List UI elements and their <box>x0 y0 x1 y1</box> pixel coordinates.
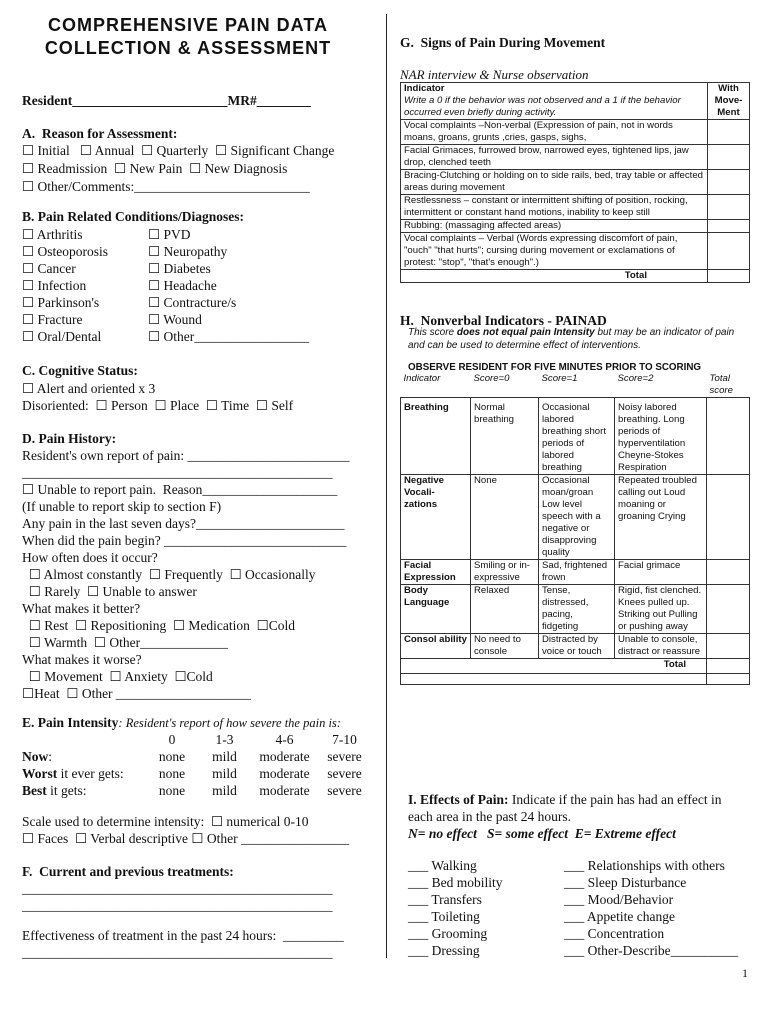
table-row <box>401 220 750 233</box>
section-d-heading: D. Pain History: <box>22 431 117 446</box>
section-g-subheading: NAR interview & Nurse observation <box>400 67 589 82</box>
indicator-cell: Restlessness – constant or intermittent shifting of position, rocking, intermittent or constant hand motions, inability to keep still <box>401 195 708 220</box>
effect-item[interactable]: ___ Grooming <box>408 926 488 941</box>
effect-item[interactable]: ___ Other-Describe__________ <box>564 943 739 958</box>
table-row <box>401 120 750 145</box>
header-score-0: Score=0 <box>471 373 539 398</box>
observe-instruction: OBSERVE RESIDENT FOR FIVE MINUTES PRIOR TO SCORING <box>408 362 702 373</box>
condition-item[interactable]: ☐ Osteoporosis <box>22 244 108 259</box>
blank-cell <box>401 674 707 685</box>
table-row <box>401 475 750 560</box>
effects-intro <box>408 791 748 825</box>
pain-history-line[interactable]: ☐ Almost constantly ☐ Frequently ☐ Occasionally <box>22 567 316 582</box>
row-label-suffix: it gets: <box>46 783 87 798</box>
table-row <box>401 560 750 585</box>
note-emphasis: does not equal pain Intensity <box>456 327 595 338</box>
disoriented-options[interactable]: Disoriented: ☐ Person ☐ Place ☐ Time ☐ Self <box>22 398 294 413</box>
condition-item[interactable]: ☐ Wound <box>148 312 202 327</box>
painad-table <box>400 373 750 685</box>
effectiveness-line[interactable]: ______________________________________________ <box>22 945 333 960</box>
total-score-cell[interactable] <box>707 634 750 659</box>
option-severe[interactable]: severe <box>327 783 362 798</box>
table-row <box>401 634 750 659</box>
effect-item[interactable]: ___ Mood/Behavior <box>564 892 674 907</box>
effect-item[interactable]: ___ Relationships with others <box>564 858 725 873</box>
pain-history-line[interactable]: ______________________________________________ <box>22 465 333 480</box>
page-number: 1 <box>742 966 748 980</box>
pain-history-line[interactable]: ☐ Warmth ☐ Other_____________ <box>22 635 228 650</box>
option-severe[interactable]: severe <box>327 749 362 764</box>
score-0-cell: Relaxed <box>471 585 539 634</box>
indicator-cell: Facial Expression <box>401 560 471 585</box>
indicator-cell: Vocal complaints – Verbal (Words expressing discomfort of pain, "ouch" "that hurts"; cursing during movement or exclamations of protest: "stop", "that's enough".) <box>401 233 708 270</box>
pain-history-line[interactable]: Any pain in the last seven days?______________________ <box>22 516 345 531</box>
option-moderate[interactable]: moderate <box>259 749 310 764</box>
indicator-cell: Body Language <box>401 585 471 634</box>
table-header-row <box>401 83 750 120</box>
indicator-cell: Bracing-Clutching or holding on to side rails, bed, tray table or affected areas during movement <box>401 170 708 195</box>
pain-history-line: What makes it better? <box>22 601 141 616</box>
total-cell[interactable] <box>708 270 750 283</box>
intensity-row-worst <box>22 765 372 782</box>
indicator-cell: Vocal complaints –Non-verbal (Expression of pain, not in words moans, groans, grunts ,cries, gasps, sighs, <box>401 120 708 145</box>
option-mild[interactable]: mild <box>212 783 237 798</box>
indicator-cell: Negative Vocali-zations <box>401 475 471 560</box>
reason-options-1[interactable]: ☐ Initial ☐ Annual ☐ Quarterly ☐ Significant Change <box>22 143 335 158</box>
row-label: Now <box>22 749 49 764</box>
treatment-line-2[interactable]: ______________________________________________ <box>22 898 333 913</box>
section-b-heading: B. Pain Related Conditions/Diagnoses: <box>22 209 245 224</box>
score-cell[interactable] <box>708 145 750 170</box>
pain-history-block <box>22 447 350 702</box>
section-e-heading: E. Pain Intensity <box>22 715 119 730</box>
form-title <box>20 14 356 60</box>
score-cell[interactable] <box>708 120 750 145</box>
condition-item[interactable]: ☐ Headache <box>148 278 217 293</box>
effect-item[interactable]: ___ Toileting <box>408 909 480 924</box>
treatment-line-1[interactable]: ______________________________________________ <box>22 881 333 896</box>
scale-4-6: 4-6 <box>275 732 294 747</box>
section-e-subheading: : Resident's report of how severe the pain is: <box>118 716 341 730</box>
score-1-cell: Sad, frightened frown <box>539 560 615 585</box>
table-row <box>401 170 750 195</box>
score-0-cell: Smiling or in-expressive <box>471 560 539 585</box>
section-i-text: Indicate if the pain has had an effect in each area in the past 24 hours. <box>408 792 722 824</box>
score-2-cell: Noisy labored breathing. Long periods of hyperventilation Cheyne-Stokes Respiration <box>615 398 707 475</box>
option-none[interactable]: none <box>158 749 186 764</box>
condition-item[interactable]: ☐ Oral/Dental <box>22 329 102 344</box>
blank-cell <box>707 674 750 685</box>
condition-item[interactable]: ☐ Parkinson's <box>22 295 100 310</box>
effect-item[interactable]: ___ Walking <box>408 858 477 873</box>
total-row <box>401 270 750 283</box>
score-2-cell: Unable to console, distract or reassure <box>615 634 707 659</box>
indicator-cell: Facial Grimaces, furrowed brow, narrowed eyes, tightened lips, jaw drop, clenched teeth <box>401 145 708 170</box>
section-f-heading: F. Current and previous treatments: <box>22 864 234 879</box>
painad-note <box>408 326 750 352</box>
with-movement-header: With Move-Ment <box>708 83 750 120</box>
table-row <box>401 233 750 270</box>
intensity-row-best <box>22 782 372 799</box>
total-label: Total <box>401 659 707 674</box>
score-0-cell: None <box>471 475 539 560</box>
effect-item[interactable]: ___ Bed mobility <box>408 875 503 890</box>
form-title-line-2: COLLECTION & ASSESSMENT <box>44 38 332 58</box>
row-label: Best <box>22 783 47 798</box>
reason-options-2[interactable]: ☐ Readmission ☐ New Pain ☐ New Diagnosis <box>22 161 288 176</box>
score-1-cell: Occasional labored breathing short periods of labored breathing <box>539 398 615 475</box>
condition-item[interactable]: ☐ Fracture <box>22 312 83 327</box>
table-row <box>401 195 750 220</box>
scale-7-10: 7-10 <box>332 732 357 747</box>
note-text: This score <box>408 327 457 338</box>
scale-used-line-2[interactable]: ☐ Faces ☐ Verbal descriptive ☐ Other ________________ <box>22 831 349 846</box>
movement-signs-table <box>400 82 750 283</box>
score-cell[interactable] <box>708 195 750 220</box>
intensity-row-now <box>22 748 372 765</box>
table-row <box>401 585 750 634</box>
header-indicator: Indicator <box>401 373 471 398</box>
option-mild[interactable]: mild <box>212 766 237 781</box>
option-mild[interactable]: mild <box>212 749 237 764</box>
option-moderate[interactable]: moderate <box>259 783 310 798</box>
pain-history-line[interactable]: ☐Heat ☐ Other ____________________ <box>22 686 251 701</box>
table-header-row <box>401 373 750 398</box>
pain-history-line: What makes it worse? <box>22 652 142 667</box>
total-score-cell[interactable] <box>707 475 750 560</box>
intensity-scale-row <box>22 731 372 748</box>
score-cell[interactable] <box>708 170 750 195</box>
condition-item[interactable]: ☐ Arthritis <box>22 227 83 242</box>
condition-item[interactable]: ☐ PVD <box>148 227 191 242</box>
option-severe[interactable]: severe <box>327 766 362 781</box>
scale-used-line-1[interactable]: Scale used to determine intensity: ☐ numerical 0-10 <box>22 814 309 829</box>
option-none[interactable]: none <box>158 783 186 798</box>
score-2-cell: Repeated troubled calling out Loud moaning or groaning Crying <box>615 475 707 560</box>
section-c-heading: C. Cognitive Status: <box>22 363 138 378</box>
pain-history-line[interactable]: ☐ Rarely ☐ Unable to answer <box>22 584 197 599</box>
score-1-cell: Occasional moan/groan Low level speech with a negative or disapproving quality <box>539 475 615 560</box>
total-score-cell[interactable] <box>707 560 750 585</box>
score-2-cell: Facial grimace <box>615 560 707 585</box>
score-0-cell: No need to console <box>471 634 539 659</box>
condition-item[interactable]: ☐ Diabetes <box>148 261 211 276</box>
effects-legend: N= no effect S= some effect E= Extreme effect <box>408 826 676 841</box>
indicator-label: Indicator <box>404 83 445 94</box>
effect-item[interactable]: ___ Concentration <box>564 926 665 941</box>
total-cell[interactable] <box>707 659 750 674</box>
score-cell[interactable] <box>708 233 750 270</box>
form-title-line-1: COMPREHENSIVE PAIN DATA <box>47 15 329 35</box>
scale-0: 0 <box>168 732 176 747</box>
conditions-col-2 <box>148 226 368 345</box>
pain-history-line[interactable]: When did the pain begin? ___________________________ <box>22 533 347 548</box>
condition-item[interactable]: ☐ Cancer <box>22 261 76 276</box>
option-none[interactable]: none <box>158 766 186 781</box>
effect-item[interactable]: ___ Sleep Disturbance <box>564 875 687 890</box>
table-row <box>401 398 750 475</box>
score-2-cell: Rigid, fist clenched. Knees pulled up. Striking out Pulling or pushing away <box>615 585 707 634</box>
indicator-cell: Consol ability <box>401 634 471 659</box>
option-moderate[interactable]: moderate <box>259 766 310 781</box>
section-e-heading-line <box>22 714 341 732</box>
pain-history-line[interactable]: Resident's own report of pain: ________________________ <box>22 448 350 463</box>
section-i-heading: I. Effects of Pain: <box>408 792 509 807</box>
note-text: but may be an indicator of pain and can be used to determine effect of interventions. <box>408 327 735 351</box>
table-row <box>401 145 750 170</box>
effect-item[interactable]: ___ Dressing <box>408 943 480 958</box>
effect-item[interactable]: ___ Appetite change <box>564 909 675 924</box>
score-1-cell: Distracted by voice or touch <box>539 634 615 659</box>
score-1-cell: Tense, distressed, pacing, fidgeting <box>539 585 615 634</box>
pain-history-line[interactable]: ☐ Unable to report pain. Reason____________________ <box>22 482 338 497</box>
total-row <box>401 659 750 674</box>
spacer-row <box>401 674 750 685</box>
section-h-heading: H. Nonverbal Indicators - PAINAD <box>400 313 607 328</box>
total-score-cell[interactable] <box>707 585 750 634</box>
resident-field[interactable]: Resident_______________________MR#________ <box>22 93 311 108</box>
condition-item[interactable]: ☐ Contracture/s <box>148 295 237 310</box>
condition-item[interactable]: ☐ Other_________________ <box>148 329 309 344</box>
indicator-instructions: Write a 0 if the behavior was not observed and a 1 if the behavior occurred even briefly during activity. <box>404 95 681 118</box>
indicator-cell: Breathing <box>401 398 471 475</box>
section-g-heading: G. Signs of Pain During Movement <box>400 35 606 50</box>
header-total: Total score <box>707 373 750 398</box>
alert-oriented-option[interactable]: ☐ Alert and oriented x 3 <box>22 381 156 396</box>
pain-history-line[interactable]: ☐ Rest ☐ Repositioning ☐ Medication ☐Cold <box>22 618 296 633</box>
intensity-grid <box>22 731 372 799</box>
indicator-cell: Rubbing: (massaging affected areas) <box>401 220 708 233</box>
effect-item[interactable]: ___ Transfers <box>408 892 482 907</box>
conditions-col-1 <box>22 226 146 345</box>
row-label: Worst <box>22 766 58 781</box>
row-label-suffix: : <box>48 749 53 764</box>
effects-col-1 <box>408 857 558 959</box>
column-divider <box>386 14 387 958</box>
condition-item[interactable]: ☐ Neuropathy <box>148 244 228 259</box>
header-score-1: Score=1 <box>539 373 615 398</box>
effects-col-2 <box>564 857 750 959</box>
indicator-header <box>401 83 708 120</box>
scale-1-3: 1-3 <box>215 732 234 747</box>
reason-options-3[interactable]: ☐ Other/Comments:__________________________ <box>22 179 310 194</box>
pain-history-line[interactable]: ☐ Movement ☐ Anxiety ☐Cold <box>22 669 213 684</box>
total-score-cell[interactable] <box>707 398 750 475</box>
score-0-cell: Normal breathing <box>471 398 539 475</box>
row-label-suffix: it ever gets: <box>57 766 124 781</box>
pain-history-line: (If unable to report skip to section F) <box>22 499 222 514</box>
score-cell[interactable] <box>708 220 750 233</box>
condition-item[interactable]: ☐ Infection <box>22 278 87 293</box>
section-a-heading: A. Reason for Assessment: <box>22 126 178 141</box>
total-label: Total <box>401 270 708 283</box>
effectiveness-field[interactable]: Effectiveness of treatment in the past 24 hours: _________ <box>22 928 344 943</box>
pain-history-line: How often does it occur? <box>22 550 158 565</box>
header-score-2: Score=2 <box>615 373 707 398</box>
